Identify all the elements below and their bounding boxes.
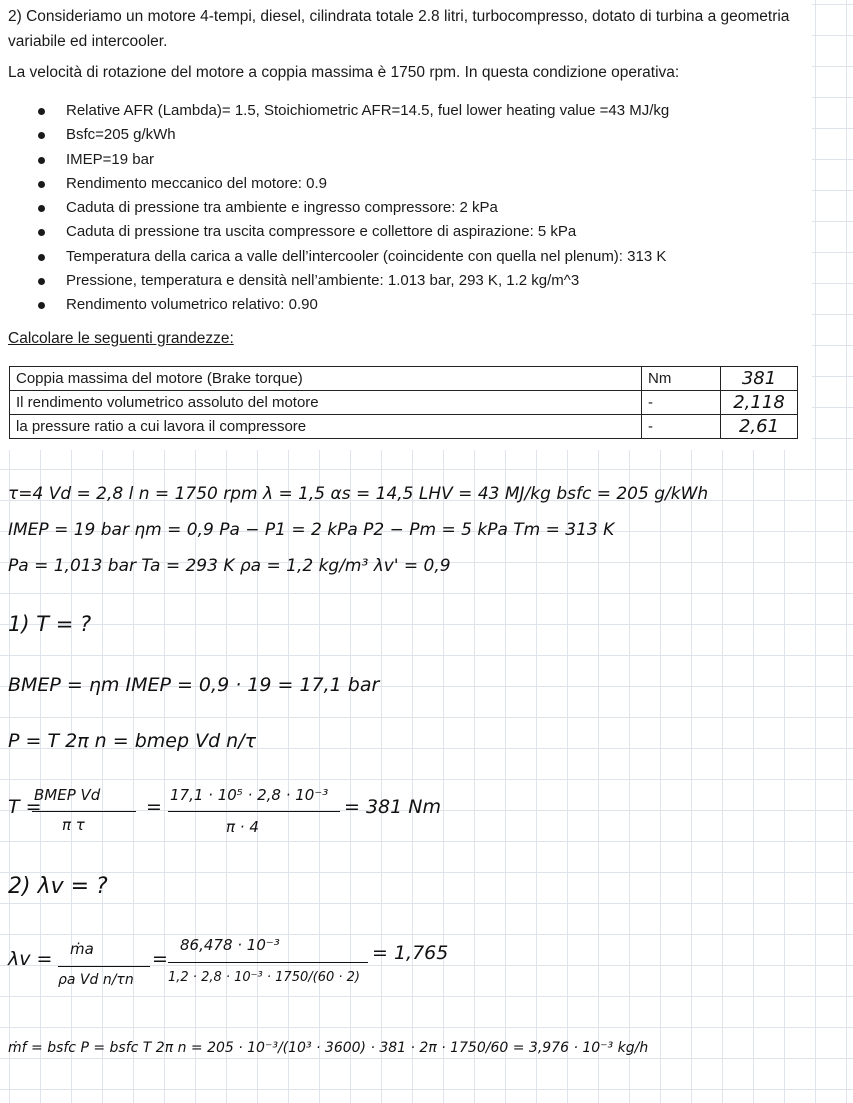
given-line-3: Pa = 1,013 bar Ta = 293 K ρa = 1,2 kg/m³ λv' = 0,9 [8, 556, 451, 576]
fraction-line [168, 962, 368, 963]
exercise-intro: La velocità di rotazione del motore a coppia massima è 1750 rpm. In questa condizione operativa: [8, 64, 680, 81]
lv-numerator-1: ṁa [70, 940, 94, 958]
lv-lhs: λv = [8, 948, 53, 970]
lv-result: = 1,765 [372, 942, 449, 964]
unit-cell: - [642, 415, 721, 439]
quantity-cell: Coppia massima del motore (Brake torque) [10, 367, 642, 391]
list-item: Temperatura della carica a valle dell’intercooler (coincidente con quella nel plenum): 313 K [38, 245, 669, 269]
list-item: Pressione, temperatura e densità nell’ambiente: 1.013 bar, 293 K, 1.2 kg/m^3 [38, 269, 669, 293]
lv-numerator-2: 86,478 · 10⁻³ [180, 936, 280, 954]
lv-equals: = [152, 948, 168, 970]
list-item: Caduta di pressione tra uscita compressore e collettore di aspirazione: 5 kPa [38, 220, 669, 244]
torque-result: = 381 Nm [344, 796, 441, 818]
torque-numerator-2: 17,1 · 10⁵ · 2,8 · 10⁻³ [170, 786, 329, 804]
lv-denominator-2: 1,2 · 2,8 · 10⁻³ · 1750/(60 · 2) [168, 970, 360, 985]
question-2: 2) λv = ? [8, 874, 108, 899]
calc-heading: Calcolare le seguenti grandezze: [8, 330, 234, 347]
exercise-title: 2) Consideriamo un motore 4-tempi, diesel, cilindrata totale 2.8 litri, turbocompresso, dotato di turbina a geometria variabile ed intercooler. [8, 8, 790, 50]
list-item: Caduta di pressione tra ambiente e ingresso compressore: 2 kPa [38, 196, 669, 220]
torque-lhs: T = [8, 796, 42, 818]
fraction-line [58, 966, 150, 967]
torque-denominator-2: π · 4 [226, 818, 259, 836]
results-table [9, 366, 798, 439]
given-data-list [38, 99, 669, 318]
given-line-1: τ=4 Vd = 2,8 l n = 1750 rpm λ = 1,5 αs = 14,5 LHV = 43 MJ/kg bsfc = 205 g/kWh [8, 484, 709, 504]
printed-exercise [0, 0, 812, 450]
list-item: IMEP=19 bar [38, 148, 669, 172]
answer-cell: 2,118 [721, 391, 798, 415]
torque-equals: = [146, 796, 162, 818]
quantity-cell: Il rendimento volumetrico assoluto del motore [10, 391, 642, 415]
torque-denominator-1: π τ [62, 816, 85, 834]
table-row [10, 367, 798, 391]
fraction-line [168, 811, 340, 812]
list-item: Rendimento volumetrico relativo: 0.90 [38, 293, 669, 317]
lv-denominator-1: ρa Vd n/τn [58, 972, 134, 988]
list-item: Rendimento meccanico del motore: 0.9 [38, 172, 669, 196]
question-1: 1) T = ? [8, 612, 92, 636]
answer-cell: 2,61 [721, 415, 798, 439]
list-item: Relative AFR (Lambda)= 1.5, Stoichiometric AFR=14.5, fuel lower heating value =43 MJ/kg [38, 99, 669, 123]
unit-cell: Nm [642, 367, 721, 391]
torque-numerator-1: BMEP Vd [34, 786, 101, 804]
power-line: P = T 2π n = bmep Vd n/τ [8, 730, 257, 752]
unit-cell: - [642, 391, 721, 415]
answer-cell: 381 [721, 367, 798, 391]
table-row [10, 391, 798, 415]
table-row [10, 415, 798, 439]
list-item: Bsfc=205 g/kWh [38, 123, 669, 147]
bmep-line: BMEP = ηm IMEP = 0,9 · 19 = 17,1 bar [8, 674, 380, 696]
quantity-cell: la pressure ratio a cui lavora il compressore [10, 415, 642, 439]
given-line-2: IMEP = 19 bar ηm = 0,9 Pa − P1 = 2 kPa P2 − Pm = 5 kPa Tm = 313 K [8, 520, 615, 540]
fuel-mass-flow-line: ṁf = bsfc P = bsfc T 2π n = 205 · 10⁻³/(10³ · 3600) · 381 · 2π · 1750/60 = 3,976 · 10⁻³ kg/h [8, 1040, 649, 1056]
fraction-line [32, 811, 136, 812]
